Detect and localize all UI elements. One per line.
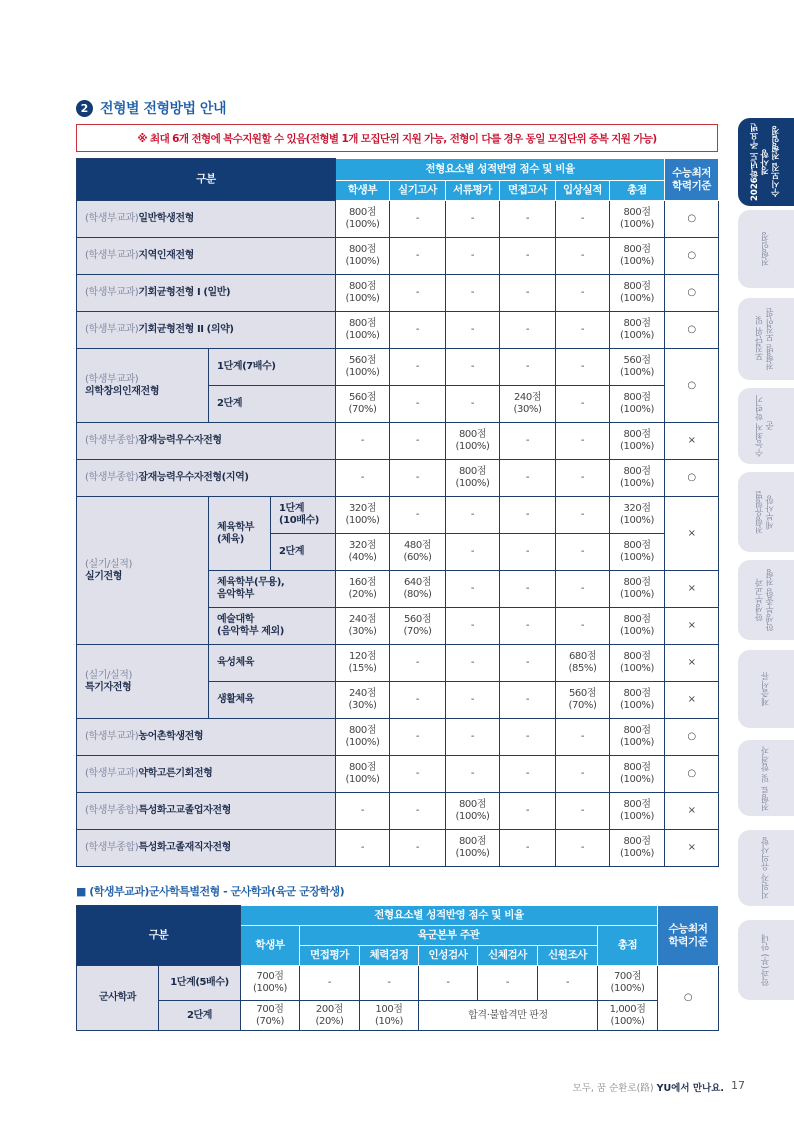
score-cell: - [336, 793, 390, 830]
category-cell [77, 793, 336, 830]
header-score-group: 전형요소별 성적반영 점수 및 비율 [241, 906, 658, 926]
total-cell: 800점 (100%) [610, 312, 665, 349]
min-standard-cell: ○ [665, 460, 719, 497]
total-cell: 800점 (100%) [610, 460, 665, 497]
score-cell: - [390, 497, 446, 534]
min-standard-cell: × [665, 830, 719, 867]
category-prefix: (학생부종합) [85, 472, 139, 483]
side-tab[interactable] [738, 210, 794, 288]
score-cell: 480점 (60%) [390, 534, 446, 571]
section-heading [76, 98, 226, 118]
side-tab-label: 지원자 유의사항 [760, 836, 771, 900]
score-cell: - [446, 275, 500, 312]
total-cell: 800점 (100%) [610, 682, 665, 719]
total-cell: 800점 (100%) [610, 275, 665, 312]
header-record: 학생부 [241, 926, 300, 966]
score-cell: 700점 (70%) [241, 1001, 300, 1031]
subcategory-cell: 체육학부 (체육) [209, 497, 271, 571]
score-cell: - [390, 719, 446, 756]
score-cell: 160점 (20%) [336, 571, 390, 608]
min-standard-cell: × [665, 423, 719, 460]
category-cell [77, 238, 336, 275]
min-standard-cell: × [665, 608, 719, 645]
total-cell: 800점 (100%) [610, 238, 665, 275]
score-cell: - [556, 756, 610, 793]
score-cell: - [478, 966, 538, 1001]
score-cell: 560점 (70%) [556, 682, 610, 719]
subcategory-cell: 체육학부(무용), 음악학부 [209, 571, 336, 608]
score-cell: 800점 (100%) [336, 238, 390, 275]
total-cell: 1,000점 (100%) [598, 1001, 658, 1031]
table-row [77, 830, 719, 867]
total-cell: 800점 (100%) [610, 608, 665, 645]
score-cell: 240점 (30%) [336, 682, 390, 719]
total-cell: 320점 (100%) [610, 497, 665, 534]
min-standard-cell: × [665, 645, 719, 682]
score-cell: 800점 (100%) [336, 275, 390, 312]
score-cell: 200점 (20%) [300, 1001, 360, 1031]
score-cell: 700점 (100%) [241, 966, 300, 1001]
score-cell: - [390, 645, 446, 682]
score-cell: - [556, 793, 610, 830]
category-prefix: (학생부교과) [85, 213, 139, 224]
score-cell: - [446, 756, 500, 793]
table-row [77, 645, 719, 682]
subcategory-cell: 생활체육 [209, 682, 336, 719]
score-cell: 240점 (30%) [336, 608, 390, 645]
category-prefix: (학생부교과) [85, 731, 139, 742]
table-row [77, 756, 719, 793]
total-cell: 800점 (100%) [610, 534, 665, 571]
category-name: 잠재능력우수자전형(지역) [138, 472, 249, 483]
score-cell: - [500, 571, 556, 608]
score-cell: - [500, 349, 556, 386]
side-tab-label: 학과(부) 안내 [760, 934, 771, 986]
side-tab[interactable] [738, 388, 794, 464]
score-cell: 800점 (100%) [336, 312, 390, 349]
score-cell: 800점 (100%) [336, 201, 390, 238]
category-name: 실기전형 [85, 570, 123, 582]
total-cell: 800점 (100%) [610, 571, 665, 608]
score-cell: 800점 (100%) [446, 830, 500, 867]
score-cell: - [446, 682, 500, 719]
category-cell [77, 719, 336, 756]
score-cell: - [538, 966, 598, 1001]
side-tab[interactable] [738, 118, 794, 206]
score-cell: 240점 (30%) [500, 386, 556, 423]
category-prefix: (학생부종합) [85, 435, 139, 446]
slogan-brand: YU에서 만나요. [656, 1083, 724, 1094]
score-cell: - [500, 275, 556, 312]
score-cell: - [446, 497, 500, 534]
score-cell: - [556, 497, 610, 534]
header-col: 서류평가 [446, 181, 500, 201]
score-cell: - [556, 423, 610, 460]
category-prefix: (학생부교과) [85, 768, 139, 779]
min-standard-cell: × [665, 497, 719, 571]
table-row [77, 201, 719, 238]
subcategory-cell: 1단계(7배수) [209, 349, 336, 386]
category-name: 특성화고졸재직자전형 [138, 842, 231, 853]
min-standard-cell: ○ [658, 966, 719, 1031]
score-cell: - [556, 238, 610, 275]
table-row [77, 793, 719, 830]
category-prefix: (학생부교과) [85, 373, 139, 385]
subcategory-cell: 2단계 [209, 386, 336, 423]
header-interview: 면접평가 [300, 946, 360, 966]
score-cell: 680점 (85%) [556, 645, 610, 682]
header-col: 학생부 [336, 181, 390, 201]
category-name: 지역인재전형 [138, 250, 194, 261]
category-cell [77, 312, 336, 349]
score-cell: - [500, 201, 556, 238]
table-row [77, 966, 719, 1001]
category-name: 농어촌학생전형 [138, 731, 204, 742]
score-cell: 320점 (100%) [336, 497, 390, 534]
category-cell [77, 460, 336, 497]
score-cell: - [556, 386, 610, 423]
score-cell: - [556, 608, 610, 645]
score-cell: - [500, 608, 556, 645]
side-tab-label: 전형유형별 세부사항 [755, 490, 776, 534]
min-standard-cell: ○ [665, 349, 719, 423]
header-col: 실기고사 [390, 181, 446, 201]
header-col: 총점 [610, 181, 665, 201]
score-cell: - [390, 756, 446, 793]
header-category: 구분 [77, 159, 336, 201]
stage-cell: 2단계 [271, 534, 336, 571]
score-cell: - [446, 571, 500, 608]
score-cell: - [556, 275, 610, 312]
score-cell: - [500, 682, 556, 719]
category-name: 잠재능력우수자전형 [138, 435, 222, 446]
header-fitness: 체력검정 [360, 946, 419, 966]
side-tab-label: 학생부교과 학생부종합 전형 [755, 568, 776, 632]
header-min-standard: 수능최저 학력기준 [658, 906, 719, 966]
score-cell: - [390, 349, 446, 386]
min-standard-cell: ○ [665, 719, 719, 756]
subcategory-cell: 예술대학 (음악학부 제외) [209, 608, 336, 645]
score-cell: - [446, 386, 500, 423]
score-cell: - [390, 312, 446, 349]
header-background: 신원조사 [538, 946, 598, 966]
side-tab-label: 2026학년도 주요변경사항 수시모집 전형일정 [750, 123, 782, 201]
score-cell: - [500, 830, 556, 867]
category-prefix: (학생부종합) [85, 842, 139, 853]
score-cell: 800점 (100%) [336, 756, 390, 793]
score-cell: - [556, 571, 610, 608]
subcategory-cell: 육성체육 [209, 645, 336, 682]
category-name: 특기자전형 [85, 681, 132, 693]
table-row [77, 423, 719, 460]
score-cell: 120점 (15%) [336, 645, 390, 682]
category-prefix: (학생부종합) [85, 805, 139, 816]
score-cell: - [500, 423, 556, 460]
score-cell: - [500, 238, 556, 275]
category-prefix: (학생부교과) [85, 324, 139, 335]
score-cell: - [390, 238, 446, 275]
page-number: 17 [731, 1079, 745, 1092]
total-cell: 800점 (100%) [610, 386, 665, 423]
total-cell: 560점 (100%) [610, 349, 665, 386]
side-tab-label: 수능최저 학력기준 [755, 394, 776, 458]
score-cell: 560점 (70%) [336, 386, 390, 423]
stage-label: 1단계(5배수) [159, 966, 241, 1001]
score-cell: 800점 (100%) [446, 460, 500, 497]
score-cell: - [446, 201, 500, 238]
score-cell: - [419, 966, 478, 1001]
score-cell: - [500, 497, 556, 534]
stage-label: 2단계 [159, 1001, 241, 1031]
total-cell: 800점 (100%) [610, 201, 665, 238]
score-cell: - [446, 349, 500, 386]
table-row [77, 275, 719, 312]
min-standard-cell: ○ [665, 756, 719, 793]
min-standard-cell: ○ [665, 238, 719, 275]
category-cell [77, 497, 209, 645]
header-col: 면접고사 [500, 181, 556, 201]
score-cell: - [500, 645, 556, 682]
table-row [77, 1001, 719, 1031]
score-cell: - [390, 830, 446, 867]
min-standard-cell: × [665, 682, 719, 719]
score-cell: 800점 (100%) [336, 719, 390, 756]
score-cell: - [390, 201, 446, 238]
score-cell: - [556, 349, 610, 386]
total-cell: 800점 (100%) [610, 719, 665, 756]
score-cell: - [390, 423, 446, 460]
score-cell: - [556, 201, 610, 238]
score-cell: - [390, 682, 446, 719]
score-cell: 560점 (100%) [336, 349, 390, 386]
score-cell: - [390, 275, 446, 312]
category-cell [77, 275, 336, 312]
section-title: 전형별 전형방법 안내 [100, 101, 226, 117]
military-table [76, 905, 719, 1031]
side-tab-label: 전형료 및 합격자 [760, 745, 771, 811]
score-cell: - [336, 830, 390, 867]
min-standard-cell: × [665, 571, 719, 608]
score-cell: 640점 (80%) [390, 571, 446, 608]
pass-fail-cell: 합격·불합격만 판정 [419, 1001, 598, 1031]
table-row [77, 460, 719, 497]
header-min-standard: 수능최저 학력기준 [665, 159, 719, 201]
side-tab[interactable] [738, 650, 794, 728]
side-tab[interactable] [738, 740, 794, 816]
table-row [77, 238, 719, 275]
header-army: 육군본부 주관 [300, 926, 598, 946]
side-tab-label: 제출서류 [760, 672, 771, 706]
total-cell: 800점 (100%) [610, 793, 665, 830]
category-name: 약학고른기회전형 [138, 768, 213, 779]
score-cell: - [390, 386, 446, 423]
category-prefix: (학생부교과) [85, 287, 139, 298]
min-standard-cell: × [665, 793, 719, 830]
total-cell: 800점 (100%) [610, 645, 665, 682]
side-tab[interactable] [738, 298, 794, 380]
score-cell: - [500, 534, 556, 571]
side-tab[interactable] [738, 560, 794, 640]
side-tab[interactable] [738, 920, 794, 1000]
score-cell: 560점 (70%) [390, 608, 446, 645]
category-cell [77, 830, 336, 867]
score-cell: - [500, 460, 556, 497]
header-physical: 신체검사 [478, 946, 538, 966]
score-cell: - [360, 966, 419, 1001]
header-personality: 인성검사 [419, 946, 478, 966]
score-cell: 320점 (40%) [336, 534, 390, 571]
category-prefix: (실기/실적) [85, 669, 133, 681]
side-tab[interactable] [738, 830, 794, 906]
score-cell: - [446, 238, 500, 275]
category-cell [77, 756, 336, 793]
category-cell [77, 423, 336, 460]
score-cell: - [500, 312, 556, 349]
score-cell: - [500, 756, 556, 793]
score-cell: - [446, 645, 500, 682]
score-cell: - [556, 460, 610, 497]
side-tab-label: 전형일정 [760, 232, 771, 266]
category-name: 일반학생전형 [138, 213, 194, 224]
category-cell [77, 645, 209, 719]
header-category: 구분 [77, 906, 241, 966]
score-cell: - [500, 719, 556, 756]
min-standard-cell: ○ [665, 201, 719, 238]
score-cell: - [300, 966, 360, 1001]
slogan-text: 모두, 꿈 순환로(路) [572, 1083, 657, 1094]
score-cell: - [336, 460, 390, 497]
total-cell: 800점 (100%) [610, 423, 665, 460]
side-tab-label: 모집단위 및 전형별 모집인원 [755, 307, 776, 371]
min-standard-cell: ○ [665, 275, 719, 312]
score-cell: - [390, 460, 446, 497]
notice-box: ※ 최대 6개 전형에 복수지원할 수 있음(전형별 1개 모집단위 지원 가능, 전형이 다를 경우 동일 모집단위 중복 지원 가능) [76, 124, 718, 152]
min-standard-cell: ○ [665, 312, 719, 349]
category-prefix: (실기/실적) [85, 558, 133, 570]
category-name: 기회균형전형 I (일반) [138, 287, 231, 298]
score-cell: - [336, 423, 390, 460]
score-cell: - [390, 793, 446, 830]
score-cell: - [446, 608, 500, 645]
category-cell [77, 349, 209, 423]
admission-method-table [76, 158, 719, 867]
score-cell: - [556, 312, 610, 349]
score-cell: 800점 (100%) [446, 793, 500, 830]
total-cell: 800점 (100%) [610, 830, 665, 867]
total-cell: 700점 (100%) [598, 966, 658, 1001]
category-name: 의학창의인재전형 [85, 385, 160, 397]
table-row [77, 312, 719, 349]
total-cell: 800점 (100%) [610, 756, 665, 793]
category-name: 특성화고교졸업자전형 [138, 805, 231, 816]
table-row [77, 719, 719, 756]
footer-slogan [573, 1080, 724, 1094]
category-cell [77, 201, 336, 238]
header-col: 입상실적 [556, 181, 610, 201]
score-cell: - [500, 793, 556, 830]
table-row [77, 349, 719, 386]
category-name: 기회균형전형 II (의약) [138, 324, 234, 335]
dept-label: 군사학과 [77, 966, 159, 1031]
header-score-group: 전형요소별 성적반영 점수 및 비율 [336, 159, 665, 181]
score-cell: - [556, 719, 610, 756]
table-row [77, 497, 719, 534]
score-cell: - [446, 534, 500, 571]
header-total: 총점 [598, 926, 658, 966]
score-cell: - [556, 534, 610, 571]
score-cell: 100점 (10%) [360, 1001, 419, 1031]
score-cell: - [446, 312, 500, 349]
category-prefix: (학생부교과) [85, 250, 139, 261]
stage-cell: 1단계 (10배수) [271, 497, 336, 534]
side-tab[interactable] [738, 472, 794, 552]
section-number-badge: 2 [76, 100, 93, 117]
score-cell: - [446, 719, 500, 756]
score-cell: 800점 (100%) [446, 423, 500, 460]
score-cell: - [556, 830, 610, 867]
military-section-title: ■ (학생부교과)군사학특별전형 - 군사학과(육군 군장학생) [76, 885, 345, 898]
